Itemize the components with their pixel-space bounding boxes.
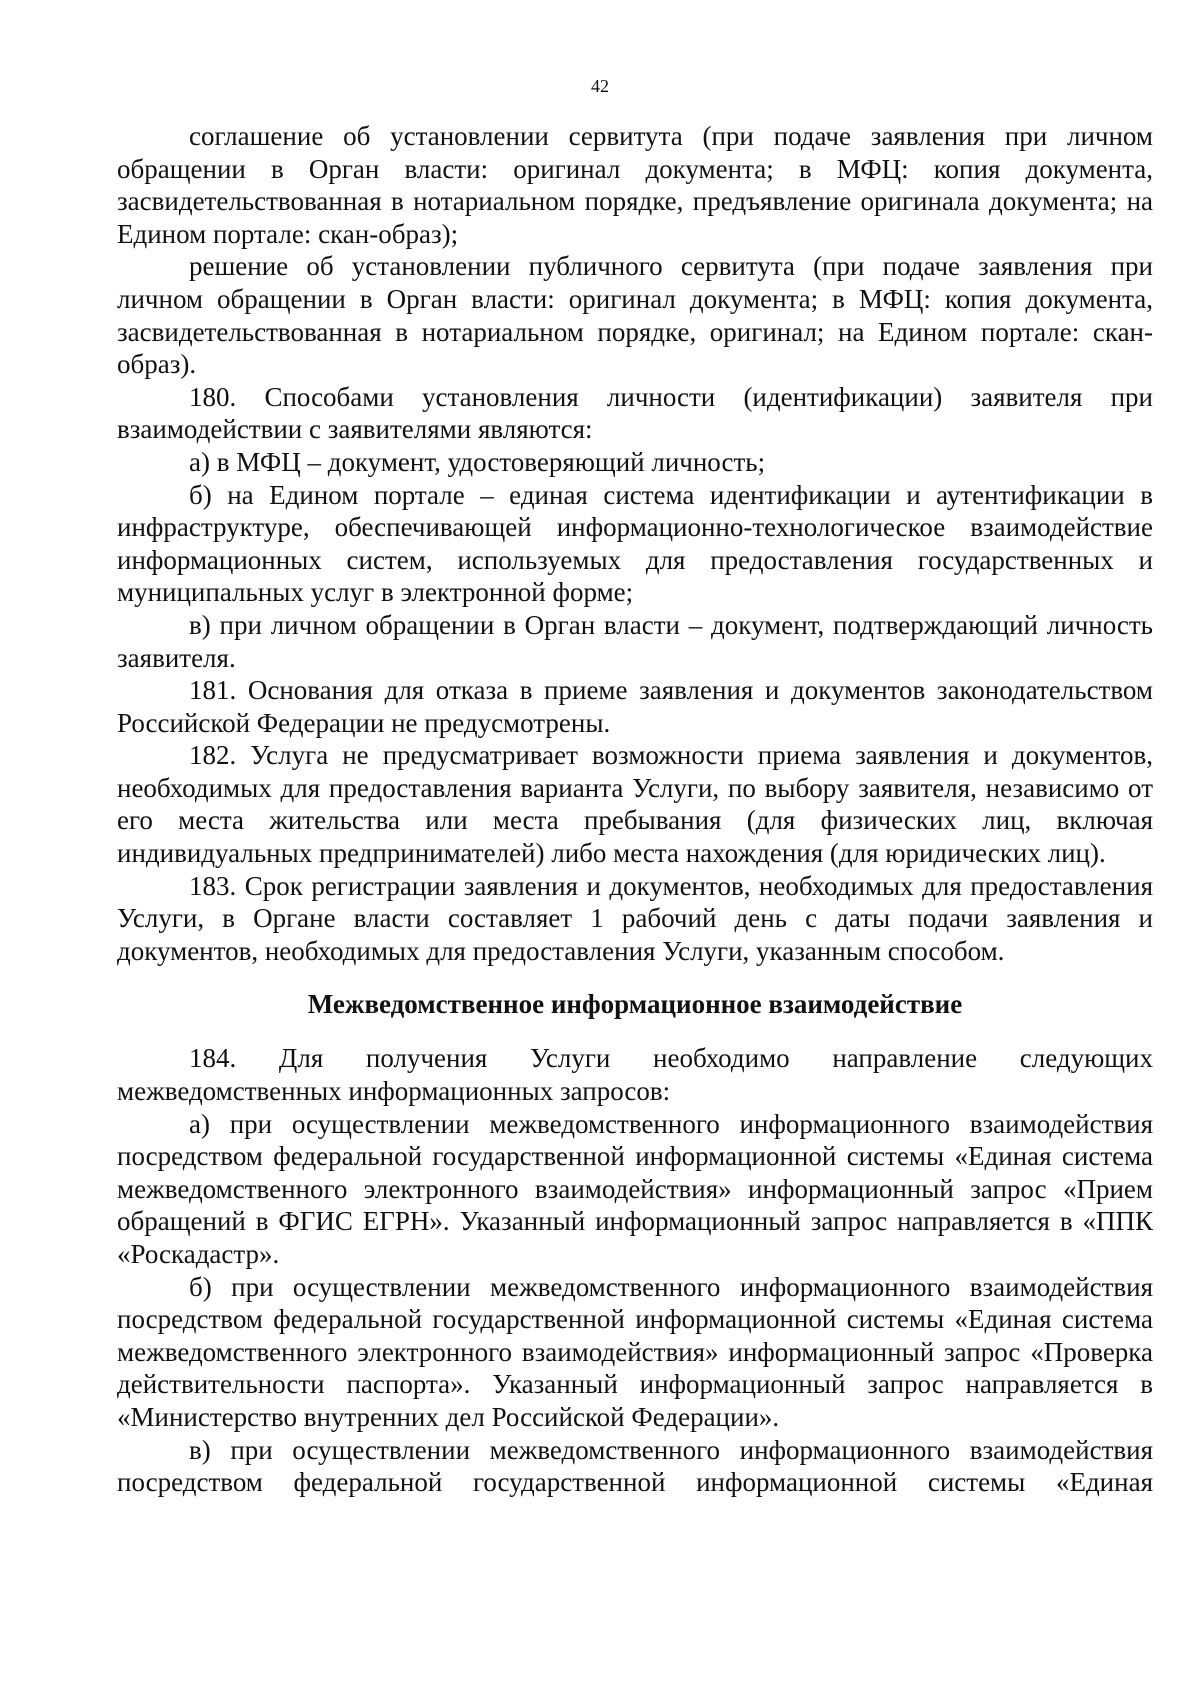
paragraph-184-v: в) при осуществлении межведомственного информационного взаимодействия посредством федеральной государственной информационной системы «Единая: [117, 1434, 1153, 1498]
paragraph-181: 181. Основания для отказа в приеме заявления и документов законодательством Российской Федерации не предусмотрены.: [117, 675, 1153, 738]
paragraph-184-b: б) при осуществлении межведомственного информационного взаимодействия посредством федеральной государственной информационной системы «Единая система межведомственного электронного взаимодействия» информационный запрос «Проверка действительности паспорта». Указанный информационный запрос направляется в «Министерство внутренних дел Российской Федерации».: [117, 1271, 1153, 1432]
document-body: [117, 120, 1153, 1499]
section-heading: Межведомственное информационное взаимодействие: [307, 989, 963, 1020]
paragraph-183: 183. Срок регистрации заявления и документов, необходимых для предоставления Услуги, в Органе власти составляет 1 рабочий день с даты подачи заявления и документов, необходимых для предоставления Услуги, указанным способом.: [117, 870, 1153, 966]
paragraph-180-v: в) при личном обращении в Орган власти – документ, подтверждающий личность заявителя.: [117, 609, 1153, 673]
paragraph-184-a: а) при осуществлении межведомственного информационного взаимодействия посредством федеральной государственной информационной системы «Единая система межведомственного электронного взаимодействия» информационный запрос «Прием обращений в ФГИС ЕГРН». Указанный информационный запрос направляется в «ППК «Роскадастр».: [117, 1108, 1153, 1269]
paragraph-182: 182. Услуга не предусматривает возможности приема заявления и документов, необходимых для предоставления варианта Услуги, по выбору заявителя, независимо от его места жительства или места пребывания (для физических лиц, включая индивидуальных предпринимателей) либо места нахождения (для юридических лиц).: [117, 740, 1153, 869]
paragraph-180-b: б) на Едином портале – единая система идентификации и аутентификации в инфраструктуре, обеспечивающей информационно-технологическое взаимодействие информационных систем, используемых для предоставления государственных и муниципальных услуг в электронной форме;: [117, 479, 1153, 608]
paragraph-180: 180. Способами установления личности (идентификации) заявителя при взаимодействии с заявителями являются:: [117, 381, 1153, 445]
page-number: 42: [591, 76, 609, 96]
paragraph-public-servitude-decision: решение об установлении публичного сервитута (при подаче заявления при личном обращении в Орган власти: оригинал документа; в МФЦ: копия документа, засвидетельствованная в нотариальном порядке, оригинал; на Едином портале: скан-образ).: [117, 251, 1153, 380]
paragraph-180-a: а) в МФЦ – документ, удостоверяющий личность;: [189, 446, 766, 477]
paragraph-184: 184. Для получения Услуги необходимо направление следующих межведомственных информационных запросов:: [117, 1043, 1153, 1107]
paragraph-servitude-agreement: соглашение об установлении сервитута (при подаче заявления при личном обращении в Орган власти: оригинал документа; в МФЦ: копия документа, засвидетельствованная в нотариальном порядке, предъявление оригинала документа; на Едином портале: скан-образ);: [117, 121, 1153, 249]
